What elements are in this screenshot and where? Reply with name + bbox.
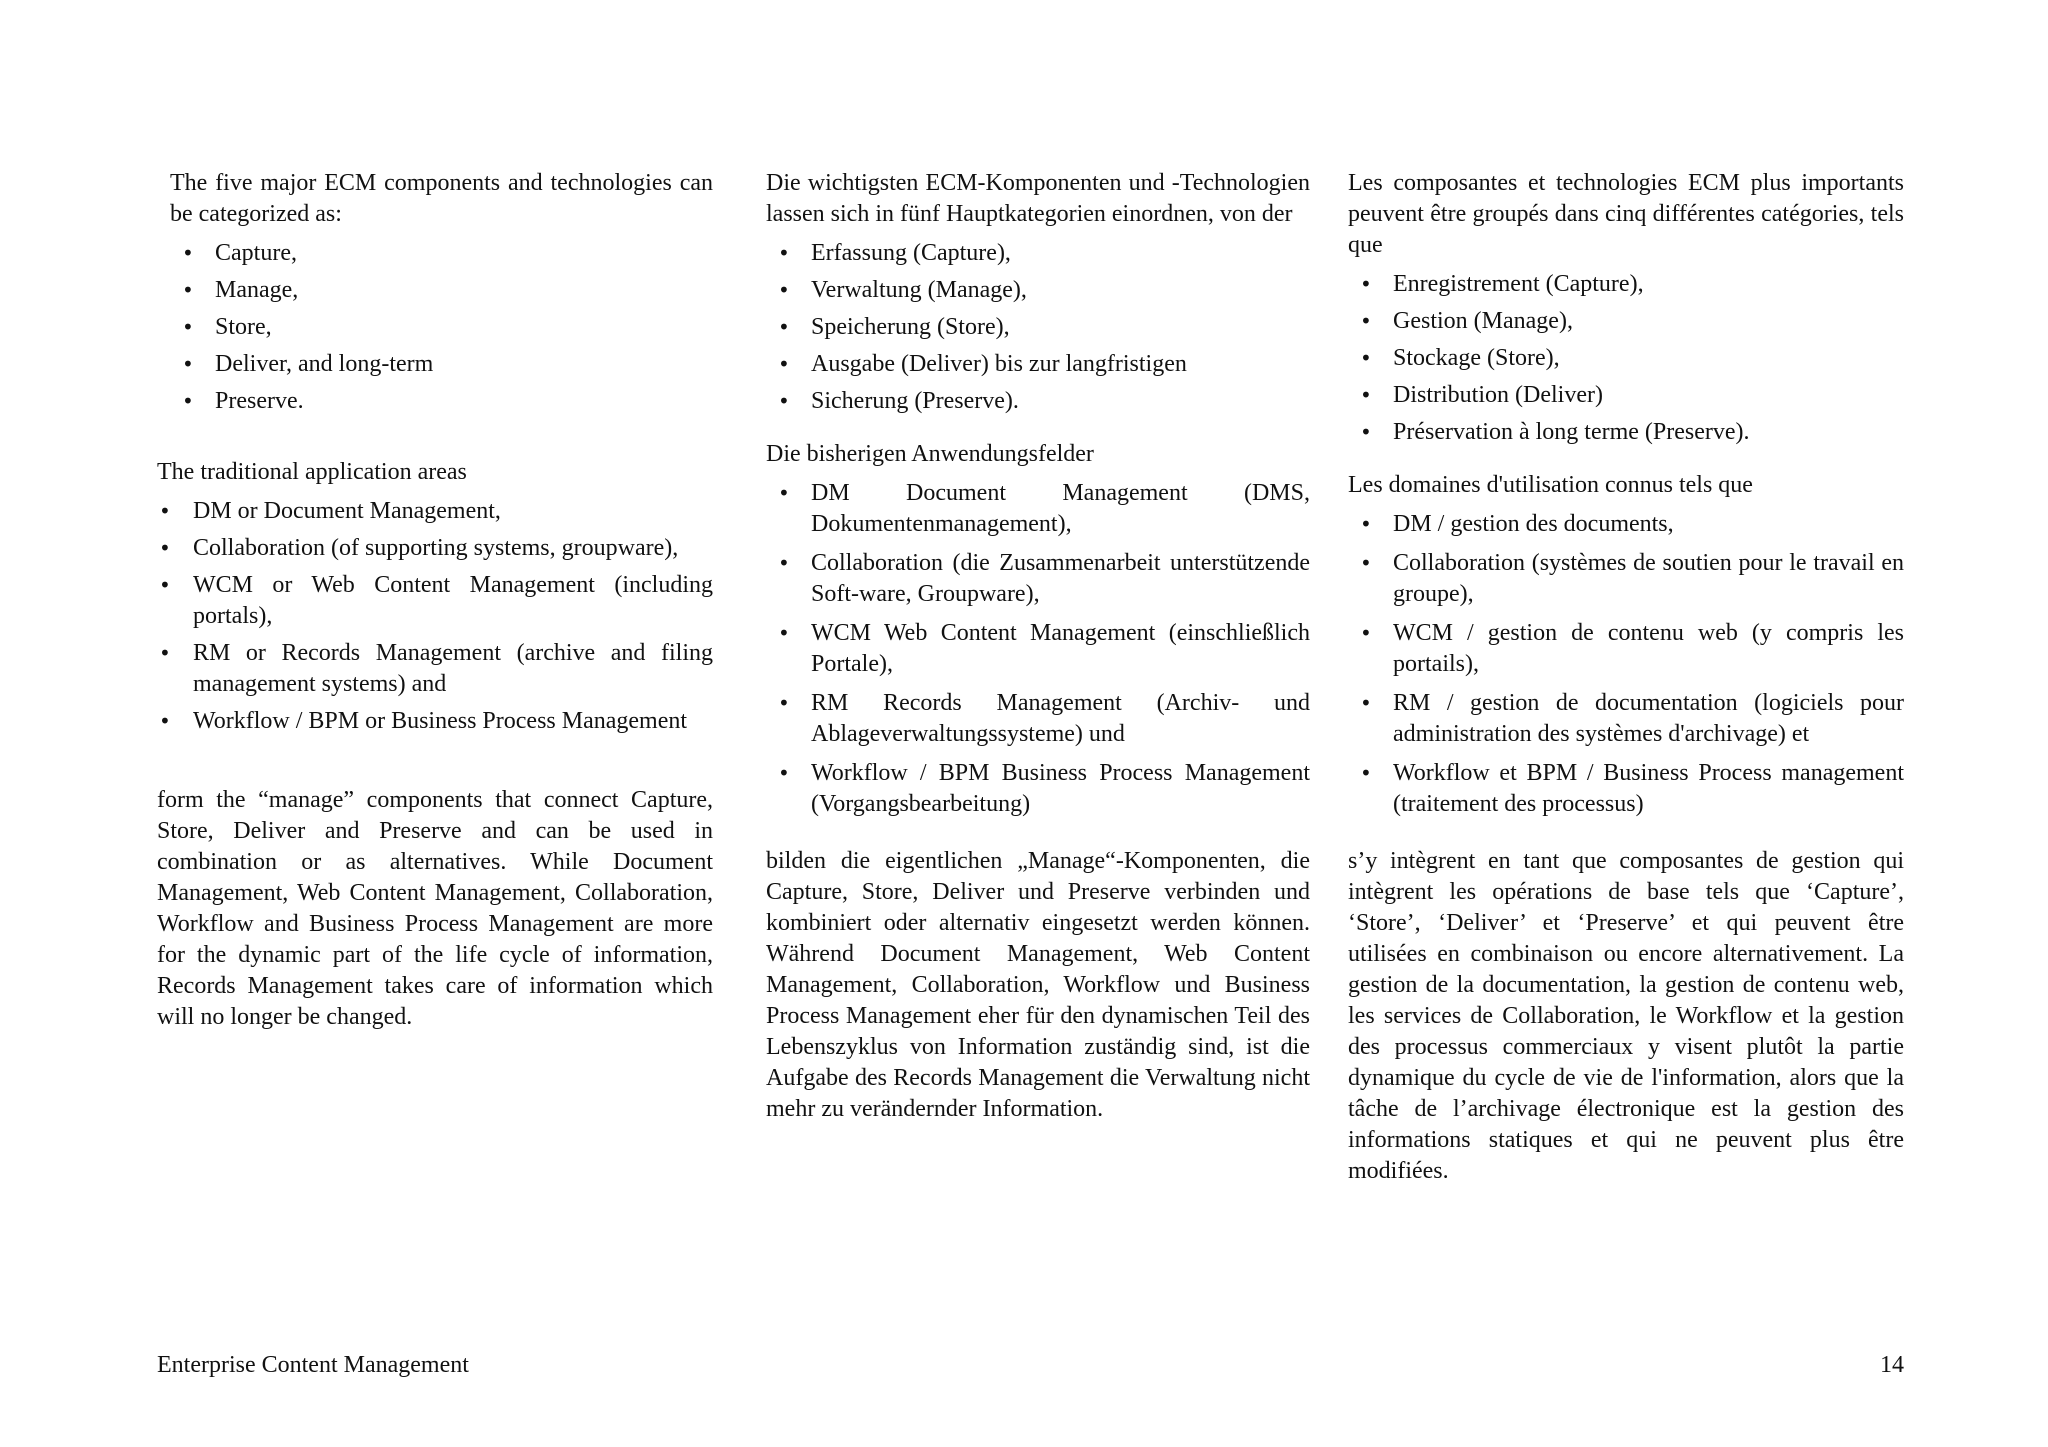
list-item: • Enregistrement (Capture), [1348, 269, 1904, 300]
list-item: • WCM or Web Content Management (including portals), [157, 570, 713, 632]
list-item: • Workflow / BPM Business Process Management (Vorgangsbearbeitung) [766, 758, 1310, 820]
fr-intro-block [1348, 168, 1904, 448]
en-areas-heading: The traditional application areas [157, 459, 467, 485]
de-areas-list [766, 478, 1310, 820]
list-item: • Gestion (Manage), [1348, 306, 1904, 337]
list-item: • Stockage (Store), [1348, 343, 1904, 374]
de-areas-heading: Die bisherigen Anwendungsfelder [766, 441, 1094, 467]
list-item: • Workflow et BPM / Business Process management (traitement des processus) [1348, 758, 1904, 820]
column-german [766, 168, 1310, 1125]
list-item: • Preserve. [170, 386, 713, 417]
en-form-block [157, 785, 713, 1033]
list-item: • Ausgabe (Deliver) bis zur langfristigen [766, 349, 1310, 380]
list-item: • DM or Document Management, [157, 496, 713, 527]
list-item: • RM or Records Management (archive and filing management systems) and [157, 638, 713, 700]
list-item: • DM / gestion des documents, [1348, 509, 1904, 540]
fr-areas-block [1348, 470, 1904, 820]
en-areas-block [157, 457, 713, 737]
page-number: 14 [1880, 1352, 1904, 1378]
en-areas-list [157, 496, 713, 737]
en-form-text: form the “manage” components that connect Capture, Store, Deliver and Preserve and can be used in combination or as alternatives. While Document Management, Web Content Management, Collaboration, Workflow and Business Process Management are more for the dynamic part of the life cycle of information, Records Management takes care of information which will no longer be changed. [157, 787, 713, 1030]
list-item: • Deliver, and long-term [170, 349, 713, 380]
list-item: • WCM / gestion de contenu web (y compris les portails), [1348, 618, 1904, 680]
fr-areas-heading: Les domaines d'utilisation connus tels que [1348, 472, 1753, 498]
de-intro-text: Die wichtigsten ECM-Komponenten und -Technologien lassen sich in fünf Hauptkategorien einordnen, von der [766, 170, 1310, 227]
de-components-list [766, 238, 1310, 417]
list-item: • Speicherung (Store), [766, 312, 1310, 343]
list-item: • RM / gestion de documentation (logiciels pour administration des systèmes d'archivage) et [1348, 688, 1904, 750]
de-form-block [766, 846, 1310, 1125]
column-english [157, 168, 713, 1033]
column-french [1348, 168, 1904, 1187]
fr-areas-list [1348, 509, 1904, 820]
list-item: • Store, [170, 312, 713, 343]
list-item: • DM Document Management (DMS, Dokumentenmanagement), [766, 478, 1310, 540]
list-item: • Collaboration (of supporting systems, groupware), [157, 533, 713, 564]
list-item: • Distribution (Deliver) [1348, 380, 1904, 411]
list-item: • Préservation à long terme (Preserve). [1348, 417, 1904, 448]
de-areas-block [766, 439, 1310, 820]
list-item: • Collaboration (die Zusammenarbeit unterstützende Soft-ware, Groupware), [766, 548, 1310, 610]
fr-form-text: s’y intègrent en tant que composantes de gestion qui intègrent les opérations de base tels que ‘Capture’, ‘Store’, ‘Deliver’ et ‘Preserve’ et qui peuvent être utilisées en combinaison ou encore alternativement. La gestion de la documentation, la gestion de contenu web, les services de Collaboration, le Workflow et la gestion des processus commerciaux y visent plutôt la partie dynamique du cycle de vie de l'information, alors que la tâche de l’archivage électronique est la gestion des informations statiques et qui ne peuvent plus être modifiées. [1348, 848, 1904, 1184]
en-intro-text: The five major ECM components and technologies can be categorized as: [170, 170, 713, 227]
list-item: • WCM Web Content Management (einschließlich Portale), [766, 618, 1310, 680]
list-item: • Erfassung (Capture), [766, 238, 1310, 269]
list-item: • Collaboration (systèmes de soutien pour le travail en groupe), [1348, 548, 1904, 610]
de-intro-block [766, 168, 1310, 417]
en-components-list [170, 238, 713, 417]
de-form-text: bilden die eigentlichen „Manage“-Komponenten, die Capture, Store, Deliver und Preserve verbinden und kombiniert oder alternativ eingesetzt werden können. Während Document Management, Web Content Management, Collaboration, Workflow und Business Process Management eher für den dynamischen Teil des Lebenszyklus von Information zuständig sind, ist die Aufgabe des Records Management die Verwaltung nicht mehr zu verändernder Information. [766, 848, 1310, 1122]
list-item: • Verwaltung (Manage), [766, 275, 1310, 306]
footer-document-title: Enterprise Content Management [157, 1352, 469, 1378]
fr-form-block [1348, 846, 1904, 1187]
list-item: • Manage, [170, 275, 713, 306]
list-item: • Workflow / BPM or Business Process Management [157, 706, 713, 737]
list-item: • Sicherung (Preserve). [766, 386, 1310, 417]
fr-intro-text: Les composantes et technologies ECM plus importants peuvent être groupés dans cinq différentes catégories, tels que [1348, 170, 1904, 258]
en-intro-block [157, 168, 713, 417]
list-item: • RM Records Management (Archiv- und Ablageverwaltungssysteme) und [766, 688, 1310, 750]
fr-components-list [1348, 269, 1904, 448]
list-item: • Capture, [170, 238, 713, 269]
